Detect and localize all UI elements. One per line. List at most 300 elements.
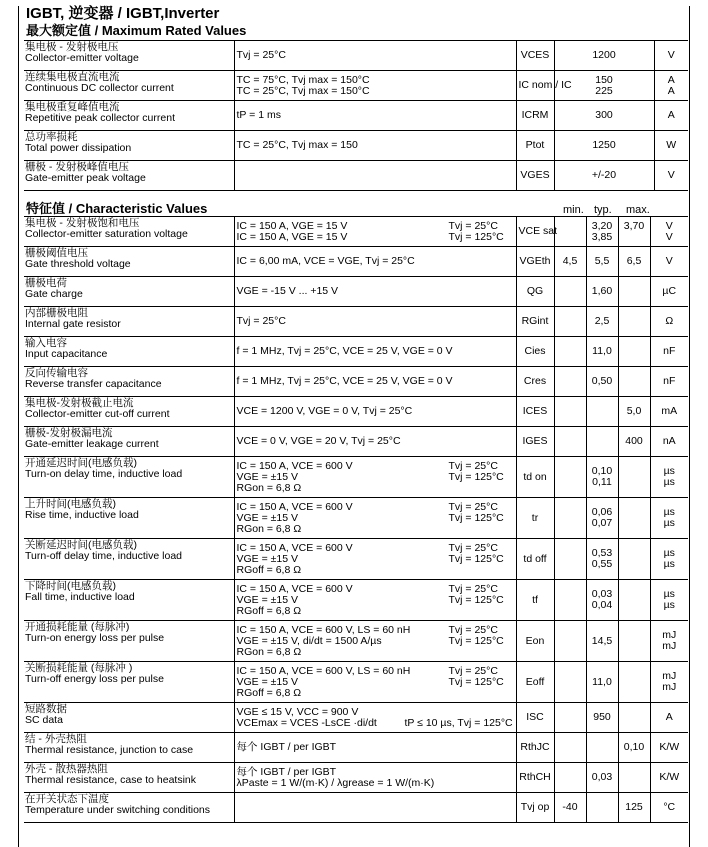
table-row bbox=[24, 247, 688, 277]
condition-wrap bbox=[237, 406, 514, 417]
max-cell bbox=[618, 763, 650, 793]
table-row bbox=[24, 337, 688, 367]
unit-cell bbox=[650, 367, 688, 397]
unit-line: Ω bbox=[665, 315, 674, 327]
condition-wrap bbox=[237, 802, 514, 813]
parameter-name bbox=[24, 621, 234, 662]
parameter-name bbox=[24, 427, 234, 457]
unit-cell bbox=[650, 703, 688, 733]
characteristic-table bbox=[24, 216, 688, 823]
typ-cell bbox=[586, 217, 618, 247]
typ-value: 0,04 bbox=[591, 599, 613, 611]
parameter-name bbox=[24, 763, 234, 793]
condition-line: IC = 150 A, VGE = 15 V bbox=[236, 219, 348, 232]
condition-line: RGoff = 6,8 Ω bbox=[236, 604, 302, 617]
condition-line: VCE = 0 V, VGE = 20 V, Tvj = 25°C bbox=[236, 435, 401, 447]
parameter-name-cn: 关断延迟时间(电感负载) bbox=[25, 539, 137, 551]
temperature-line: Tvj = 125°C bbox=[448, 593, 504, 606]
col-min-header: min. bbox=[563, 204, 584, 216]
parameter-name-en: Turn-off delay time, inductive load bbox=[25, 550, 182, 562]
table-row bbox=[24, 793, 688, 823]
typ-cell bbox=[586, 427, 618, 457]
typ-cell bbox=[586, 498, 618, 539]
condition-line: f = 1 MHz, Tvj = 25°C, VCE = 25 V, VGE = 0 V bbox=[236, 345, 453, 357]
max-cell bbox=[618, 397, 650, 427]
parameter-name-cn: 连续集电极直流电流 bbox=[25, 71, 120, 83]
unit-line: µs bbox=[663, 465, 675, 477]
condition-line: λPaste = 1 W/(m·K) / λgrease = 1 W/(m·K) bbox=[236, 776, 435, 789]
min-value bbox=[557, 376, 584, 387]
max-cell bbox=[618, 662, 650, 703]
condition-cell bbox=[234, 161, 516, 191]
parameter-name-en: Gate threshold voltage bbox=[25, 258, 131, 270]
min-value bbox=[557, 316, 584, 327]
temperature-block bbox=[449, 625, 504, 647]
min-value bbox=[557, 286, 584, 297]
table-row bbox=[24, 41, 688, 71]
table-row bbox=[24, 217, 688, 247]
min-cell bbox=[554, 397, 586, 427]
max-value bbox=[621, 376, 648, 387]
max-cell bbox=[618, 703, 650, 733]
min-cell bbox=[554, 457, 586, 498]
unit-line: V bbox=[667, 169, 675, 181]
typ-value: 0,10 bbox=[591, 465, 613, 477]
unit-cell bbox=[654, 131, 688, 161]
max-value bbox=[621, 554, 648, 565]
condition-line: IC = 150 A, VCE = 600 V bbox=[236, 582, 353, 595]
table-row bbox=[24, 367, 688, 397]
condition-line: VGE = ±15 V bbox=[236, 675, 299, 688]
typ-cell bbox=[586, 621, 618, 662]
parameter-name-en: Gate-emitter leakage current bbox=[25, 438, 159, 450]
typ-cell bbox=[586, 277, 618, 307]
parameter-name-cn: 集电极 - 发射极饱和电压 bbox=[25, 217, 140, 229]
max-cell bbox=[618, 621, 650, 662]
table-row bbox=[24, 733, 688, 763]
min-value bbox=[557, 712, 584, 723]
unit-line: A bbox=[667, 84, 675, 97]
unit-cell bbox=[654, 101, 688, 131]
parameter-name-en: Internal gate resistor bbox=[25, 318, 121, 330]
condition-wrap bbox=[237, 543, 514, 576]
max-value: 400 bbox=[625, 435, 643, 447]
parameter-name bbox=[24, 662, 234, 703]
min-value bbox=[557, 554, 584, 565]
min-cell bbox=[554, 307, 586, 337]
parameter-name-cn: 短路数据 bbox=[25, 703, 67, 715]
value-cell bbox=[554, 41, 654, 71]
min-cell bbox=[554, 277, 586, 307]
typ-cell bbox=[586, 793, 618, 823]
parameter-name bbox=[24, 161, 234, 191]
unit-cell bbox=[650, 733, 688, 763]
parameter-name-cn: 栅极 - 发射极峰值电压 bbox=[25, 161, 129, 173]
parameter-name-cn: 上升时间(电感负载) bbox=[25, 498, 116, 510]
max-cell bbox=[618, 217, 650, 247]
condition-cell bbox=[234, 307, 516, 337]
characteristic-heading: 特征值 / Characteristic Values bbox=[26, 201, 208, 216]
typ-value: 3,85 bbox=[591, 230, 613, 243]
unit-line: nA bbox=[662, 435, 676, 447]
condition-cell bbox=[234, 131, 516, 161]
condition-wrap bbox=[237, 376, 514, 387]
typ-value: 0,07 bbox=[591, 517, 613, 529]
symbol-cell: IC nom / IC bbox=[516, 71, 554, 101]
max-value: 125 bbox=[625, 801, 643, 813]
temperature-line: tP ≤ 10 µs, Tvj = 125°C bbox=[404, 716, 513, 729]
condition-cell bbox=[234, 217, 516, 247]
condition-line: 每个 IGBT / per IGBT bbox=[236, 765, 337, 778]
typ-value: 0,53 bbox=[591, 547, 613, 559]
typ-cell bbox=[586, 703, 618, 733]
min-cell bbox=[554, 337, 586, 367]
table-row bbox=[24, 580, 688, 621]
parameter-name-cn: 集电极-发射极截止电流 bbox=[25, 397, 134, 409]
condition-wrap bbox=[237, 221, 514, 243]
parameter-name-en: Input capacitance bbox=[25, 348, 108, 360]
typ-cell bbox=[586, 539, 618, 580]
parameter-name-cn: 输入电容 bbox=[25, 337, 67, 349]
temperature-line: Tvj = 25°C bbox=[448, 541, 498, 554]
parameter-name-en: Collector-emitter saturation voltage bbox=[25, 228, 188, 240]
temperature-line: Tvj = 125°C bbox=[448, 552, 504, 565]
condition-line: RGoff = 6,8 Ω bbox=[236, 563, 302, 576]
parameter-name-en: Rise time, inductive load bbox=[25, 509, 139, 521]
parameter-name bbox=[24, 101, 234, 131]
symbol-cell: VCES bbox=[516, 41, 554, 71]
parameter-name-cn: 外壳 - 散热器热阻 bbox=[25, 763, 108, 775]
min-value bbox=[557, 677, 584, 688]
min-cell bbox=[554, 793, 586, 823]
parameter-name bbox=[24, 397, 234, 427]
unit-line: W bbox=[666, 139, 677, 151]
max-cell bbox=[618, 337, 650, 367]
parameter-name-en: Gate charge bbox=[25, 288, 83, 300]
condition-line: RGon = 6,8 Ω bbox=[236, 645, 302, 658]
min-value bbox=[557, 226, 584, 237]
min-value bbox=[557, 595, 584, 606]
unit-cell bbox=[650, 498, 688, 539]
temperature-block bbox=[449, 543, 504, 565]
min-cell bbox=[554, 247, 586, 277]
unit-line: mA bbox=[661, 405, 678, 417]
typ-value: 11,0 bbox=[592, 345, 612, 357]
unit-cell bbox=[650, 793, 688, 823]
symbol-cell: ICES bbox=[516, 397, 554, 427]
symbol-cell: tf bbox=[516, 580, 554, 621]
condition-cell bbox=[234, 662, 516, 703]
condition-wrap bbox=[237, 666, 514, 699]
typ-cell bbox=[586, 733, 618, 763]
symbol-cell: td off bbox=[516, 539, 554, 580]
table-row bbox=[24, 621, 688, 662]
condition-cell bbox=[234, 41, 516, 71]
parameter-name bbox=[24, 498, 234, 539]
table-row bbox=[24, 161, 688, 191]
unit-line: µs bbox=[663, 547, 675, 559]
condition-line: Tvj = 25°C bbox=[236, 49, 286, 61]
condition-cell bbox=[234, 621, 516, 662]
unit-line: °C bbox=[663, 801, 676, 813]
condition-cell bbox=[234, 71, 516, 101]
parameter-name-en: Thermal resistance, junction to case bbox=[25, 744, 194, 756]
min-cell bbox=[554, 539, 586, 580]
max-rated-heading: 最大额定值 / Maximum Rated Values bbox=[26, 23, 247, 38]
parameter-name-en: SC data bbox=[25, 714, 63, 726]
unit-cell bbox=[650, 337, 688, 367]
symbol-cell: RthCH bbox=[516, 763, 554, 793]
parameter-name-cn: 栅极-发射极漏电流 bbox=[25, 427, 113, 439]
temperature-block bbox=[449, 461, 504, 483]
typ-value: 0,55 bbox=[591, 558, 613, 570]
unit-cell bbox=[654, 161, 688, 191]
unit-line: A bbox=[667, 109, 675, 121]
parameter-name-cn: 集电极 - 发射极电压 bbox=[25, 41, 119, 53]
condition-wrap bbox=[237, 346, 514, 357]
typ-value: 2,5 bbox=[594, 315, 610, 327]
condition-line: IC = 6,00 mA, VCE = VGE, Tvj = 25°C bbox=[236, 255, 415, 267]
min-cell bbox=[554, 733, 586, 763]
typ-cell bbox=[586, 397, 618, 427]
value-cell bbox=[554, 161, 654, 191]
typ-value: 0,50 bbox=[591, 375, 613, 387]
table-row bbox=[24, 498, 688, 539]
value-line: 1200 bbox=[592, 49, 616, 61]
condition-line bbox=[237, 170, 514, 181]
symbol-cell: VGEth bbox=[516, 247, 554, 277]
value-cell bbox=[554, 101, 654, 131]
max-value bbox=[621, 472, 648, 483]
min-cell bbox=[554, 217, 586, 247]
temperature-line: Tvj = 125°C bbox=[448, 675, 504, 688]
typ-value: 950 bbox=[593, 711, 611, 723]
temperature-line: Tvj = 25°C bbox=[448, 623, 498, 636]
parameter-name-en: Total power dissipation bbox=[25, 142, 132, 154]
parameter-name-cn: 在开关状态下温度 bbox=[25, 793, 109, 805]
condition-wrap bbox=[237, 707, 514, 729]
symbol-cell: Eon bbox=[516, 621, 554, 662]
value-line: 225 bbox=[595, 84, 613, 97]
parameter-name-en: Collector-emitter voltage bbox=[25, 52, 139, 64]
parameter-name bbox=[24, 307, 234, 337]
min-value: -40 bbox=[562, 801, 578, 813]
parameter-name bbox=[24, 71, 234, 101]
value-line: 1250 bbox=[592, 139, 616, 151]
symbol-cell: QG bbox=[516, 277, 554, 307]
condition-line: IC = 150 A, VCE = 600 V bbox=[236, 500, 353, 513]
max-cell bbox=[618, 498, 650, 539]
condition-wrap bbox=[237, 461, 514, 494]
temperature-line: Tvj = 25°C bbox=[448, 219, 498, 232]
unit-cell bbox=[650, 763, 688, 793]
unit-line: nF bbox=[663, 345, 676, 357]
symbol-cell: VGES bbox=[516, 161, 554, 191]
min-cell bbox=[554, 498, 586, 539]
parameter-name-cn: 栅极电荷 bbox=[25, 277, 67, 289]
condition-wrap bbox=[237, 767, 514, 789]
unit-line: µs bbox=[663, 506, 675, 518]
max-cell bbox=[618, 539, 650, 580]
max-cell bbox=[618, 580, 650, 621]
condition-wrap bbox=[237, 742, 514, 753]
min-cell bbox=[554, 763, 586, 793]
condition-line: VGE = ±15 V bbox=[236, 552, 299, 565]
parameter-name-en: Turn-on energy loss per pulse bbox=[25, 632, 165, 644]
unit-line: V bbox=[667, 49, 675, 61]
unit-cell bbox=[650, 539, 688, 580]
condition-wrap bbox=[237, 286, 514, 297]
max-rated-table bbox=[24, 40, 688, 191]
symbol-cell: RthJC bbox=[516, 733, 554, 763]
parameter-name bbox=[24, 337, 234, 367]
parameter-name-cn: 开通损耗能量 (每脉冲) bbox=[25, 621, 130, 633]
parameter-name bbox=[24, 703, 234, 733]
value-line: 300 bbox=[595, 109, 613, 121]
max-value bbox=[621, 316, 648, 327]
symbol-cell: VCE sat bbox=[516, 217, 554, 247]
typ-cell bbox=[586, 580, 618, 621]
symbol-cell: RGint bbox=[516, 307, 554, 337]
table-row bbox=[24, 457, 688, 498]
max-cell bbox=[618, 457, 650, 498]
parameter-name-cn: 结 - 外壳热阻 bbox=[25, 733, 87, 745]
table-row bbox=[24, 662, 688, 703]
temperature-line: Tvj = 125°C bbox=[448, 470, 504, 483]
temperature-line: Tvj = 25°C bbox=[448, 500, 498, 513]
typ-value: 3,20 bbox=[591, 219, 613, 232]
condition-cell bbox=[234, 793, 516, 823]
parameter-name bbox=[24, 367, 234, 397]
parameter-name-cn: 开通延迟时间(电感负载) bbox=[25, 457, 137, 469]
condition-line: IC = 150 A, VCE = 600 V, LS = 60 nH bbox=[236, 664, 411, 677]
condition-wrap bbox=[237, 256, 514, 267]
condition-cell bbox=[234, 101, 516, 131]
temperature-block bbox=[449, 584, 504, 606]
typ-cell bbox=[586, 457, 618, 498]
condition-line: tP = 1 ms bbox=[236, 109, 281, 121]
condition-line: VGE = ±15 V, di/dt = 1500 A/µs bbox=[236, 634, 382, 647]
min-cell bbox=[554, 621, 586, 662]
max-cell bbox=[618, 247, 650, 277]
max-value bbox=[621, 712, 648, 723]
condition-cell bbox=[234, 427, 516, 457]
parameter-name-en: Turn-off energy loss per pulse bbox=[25, 673, 164, 685]
typ-value bbox=[589, 802, 616, 813]
condition-cell bbox=[234, 247, 516, 277]
condition-cell bbox=[234, 337, 516, 367]
min-cell bbox=[554, 662, 586, 703]
max-cell bbox=[618, 367, 650, 397]
condition-line: f = 1 MHz, Tvj = 25°C, VCE = 25 V, VGE = 0 V bbox=[236, 375, 453, 387]
symbol-cell: Tvj op bbox=[516, 793, 554, 823]
condition-cell bbox=[234, 703, 516, 733]
parameter-name-cn: 集电极重复峰值电流 bbox=[25, 101, 120, 113]
condition-line: VGE = -15 V ... +15 V bbox=[236, 285, 339, 297]
parameter-name bbox=[24, 277, 234, 307]
col-max-header: max. bbox=[626, 204, 650, 216]
max-value: 6,5 bbox=[626, 255, 642, 267]
condition-line: 每个 IGBT / per IGBT bbox=[236, 741, 337, 753]
typ-cell bbox=[586, 307, 618, 337]
condition-line: TC = 25°C, Tvj max = 150°C bbox=[236, 84, 370, 97]
typ-value: 0,03 bbox=[591, 588, 613, 600]
parameter-name bbox=[24, 733, 234, 763]
unit-line: µs bbox=[663, 476, 675, 488]
parameter-name bbox=[24, 457, 234, 498]
parameter-name-cn: 栅极阈值电压 bbox=[25, 247, 88, 259]
min-cell bbox=[554, 367, 586, 397]
max-value bbox=[621, 595, 648, 606]
min-value bbox=[557, 513, 584, 524]
condition-line: RGon = 6,8 Ω bbox=[236, 522, 302, 535]
condition-line: IC = 150 A, VCE = 600 V, LS = 60 nH bbox=[236, 623, 411, 636]
unit-line: mJ bbox=[662, 640, 677, 652]
temperature-line: Tvj = 125°C bbox=[448, 230, 504, 243]
table-row bbox=[24, 277, 688, 307]
max-value bbox=[621, 513, 648, 524]
parameter-name-en: Turn-on delay time, inductive load bbox=[25, 468, 183, 480]
unit-cell bbox=[650, 397, 688, 427]
typ-value: 0,03 bbox=[591, 771, 613, 783]
max-cell bbox=[618, 427, 650, 457]
condition-line: VCEmax = VCES -LsCE ·di/dt bbox=[236, 716, 377, 729]
max-value bbox=[621, 636, 648, 647]
condition-line: IC = 150 A, VCE = 600 V bbox=[236, 541, 353, 554]
typ-cell bbox=[586, 662, 618, 703]
table-row bbox=[24, 539, 688, 580]
unit-line: K/W bbox=[659, 741, 680, 753]
max-cell bbox=[618, 733, 650, 763]
unit-line: A bbox=[667, 73, 675, 86]
condition-line: TC = 25°C, Tvj max = 150 bbox=[236, 139, 358, 151]
unit-line: V bbox=[665, 230, 673, 243]
min-cell bbox=[554, 703, 586, 733]
unit-cell bbox=[654, 41, 688, 71]
unit-line: µs bbox=[663, 558, 675, 570]
typ-value: 1,60 bbox=[591, 285, 613, 297]
symbol-cell: ICRM bbox=[516, 101, 554, 131]
table-row bbox=[24, 307, 688, 337]
temperature-block bbox=[449, 502, 504, 524]
table-row bbox=[24, 763, 688, 793]
min-value bbox=[557, 436, 584, 447]
unit-line: µs bbox=[663, 599, 675, 611]
unit-cell bbox=[650, 247, 688, 277]
table-row bbox=[24, 131, 688, 161]
typ-value: 11,0 bbox=[592, 675, 612, 688]
parameter-name bbox=[24, 247, 234, 277]
condition-line: TC = 75°C, Tvj max = 150°C bbox=[236, 73, 370, 86]
temperature-line: Tvj = 125°C bbox=[448, 634, 504, 647]
unit-cell bbox=[650, 662, 688, 703]
parameter-name-cn: 反向传输电容 bbox=[25, 367, 88, 379]
parameter-name bbox=[24, 217, 234, 247]
max-value bbox=[621, 677, 648, 688]
condition-cell bbox=[234, 763, 516, 793]
value-line: 150 bbox=[595, 73, 613, 86]
parameter-name-en: Collector-emitter cut-off current bbox=[25, 408, 170, 420]
typ-cell bbox=[586, 763, 618, 793]
condition-cell bbox=[234, 539, 516, 580]
temperature-line: Tvj = 125°C bbox=[448, 511, 504, 524]
max-value bbox=[621, 232, 648, 243]
table-row bbox=[24, 703, 688, 733]
min-value bbox=[557, 772, 584, 783]
unit-line: nF bbox=[663, 375, 676, 387]
condition-cell bbox=[234, 580, 516, 621]
temperature-line: Tvj = 25°C bbox=[448, 459, 498, 472]
